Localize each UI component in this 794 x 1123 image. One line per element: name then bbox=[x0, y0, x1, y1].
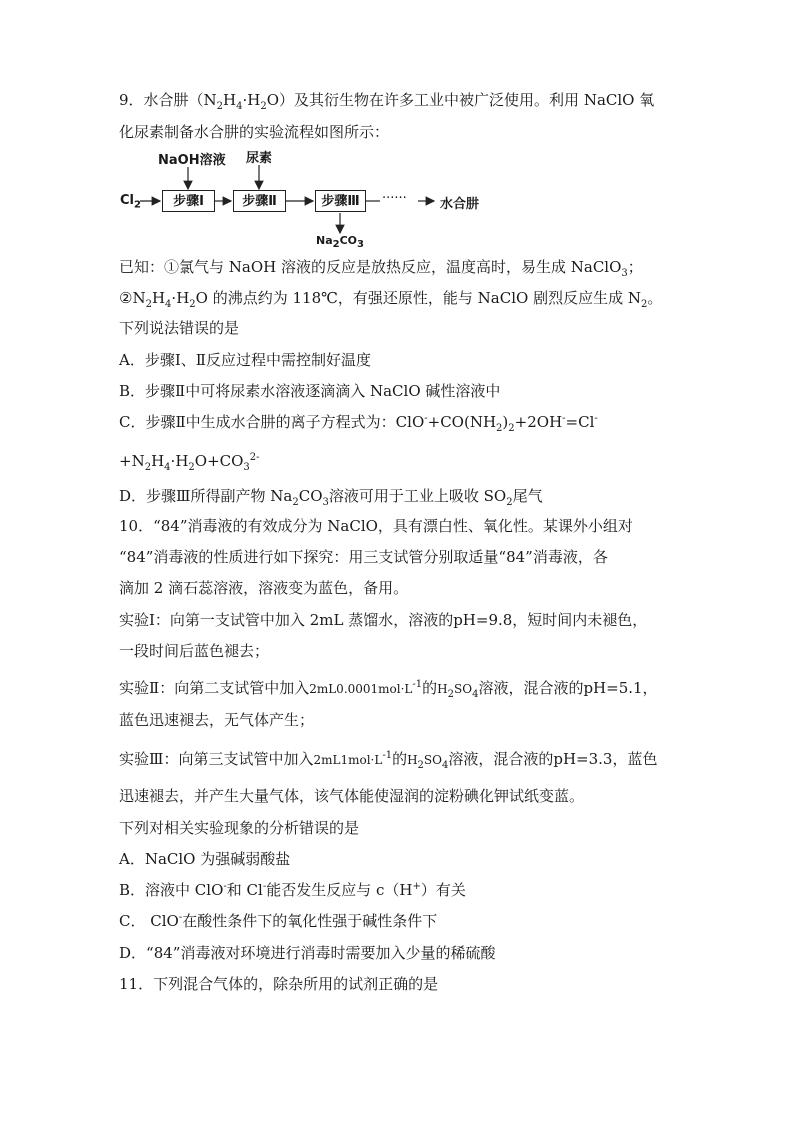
q9-option-c-cont: $+N_2H_4\cdot H_2O+CO_3^{2-}$ bbox=[119, 452, 260, 473]
flow-input-cl2: $Cl_2$ bbox=[120, 193, 141, 211]
q9-option-b: B．步骤Ⅱ中可将尿素水溶液逐滴滴入 NaClO 碱性溶液中 bbox=[119, 382, 501, 400]
q10-exp1-line1: 实验Ⅰ：向第一支试管中加入 2mL 蒸馏水，溶液的pH=9.8，短时间内未褪色， bbox=[119, 611, 648, 629]
q9-question: 下列说法错误的是 bbox=[119, 319, 240, 337]
q10-stem-line3: 滴加 2 滴石蕊溶液，溶液变为蓝色，备用。 bbox=[119, 579, 409, 597]
flow-input-urea: 尿素 bbox=[246, 151, 273, 166]
q9-option-a: A．步骤Ⅰ、Ⅱ反应过程中需控制好温度 bbox=[119, 351, 371, 369]
q10-exp2-line2: 蓝色迅速褪去，无气体产生； bbox=[119, 711, 315, 729]
q10-exp2-line1: 实验Ⅱ：向第二支试管中加入$2mL0.0001mol\cdot L^{-1}$的$H_2SO_4$溶液，混合液的pH=5.1， bbox=[119, 679, 658, 700]
q10-question: 下列对相关实验现象的分析错误的是 bbox=[119, 819, 360, 837]
flow-step-1: 步骤Ⅰ bbox=[162, 190, 215, 212]
q10-exp1-line2: 一段时间后蓝色褪去； bbox=[119, 642, 270, 660]
process-flow-diagram bbox=[118, 145, 498, 253]
q9-option-c: C．步骤Ⅱ中生成水合肼的离子方程式为：$ClO^-+CO(NH_2)_2+2OH^-=Cl^-$ bbox=[119, 413, 598, 434]
q10-option-a: A．NaClO 为强碱弱酸盐 bbox=[119, 850, 291, 868]
flow-step-3: 步骤Ⅲ bbox=[315, 190, 366, 212]
q10-option-c: C． ClO-在酸性条件下的氧化性强于碱性条件下 bbox=[119, 912, 438, 930]
q9-option-d: D．步骤Ⅲ所得副产物 $Na_2CO_3$溶液可用于工业上吸收 $SO_2$尾气 bbox=[119, 487, 543, 508]
q9-stem-line1: 9．水合肼$(N_2H_4\cdot H_2O)$及其衍生物在许多工业中被广泛使用。利用 NaClO 氧 bbox=[119, 91, 655, 112]
q10-stem-line2: “84”消毒液的性质进行如下探究：用三支试管分别取适量“84”消毒液，各 bbox=[119, 548, 608, 566]
q10-option-d: D．“84”消毒液对环境进行消毒时需要加入少量的稀硫酸 bbox=[119, 944, 496, 962]
q10-exp3-line2: 迅速褪去，并产生大量气体，该气体能使湿润的淀粉碘化钾试纸变蓝。 bbox=[119, 787, 585, 805]
flow-input-naoh: NaOH溶液 bbox=[158, 153, 226, 168]
q9-stem-line2: 化尿素制备水合肼的实验流程如图所示： bbox=[119, 123, 390, 141]
flow-ellipsis: ······ bbox=[382, 191, 407, 206]
q9-known-2: $②N_2H_4\cdot H_2O$ 的沸点约为 118℃，有强还原性，能与 NaClO 剧烈反应生成 $N_2$。 bbox=[119, 289, 663, 310]
flow-output-hydrazine: 水合肼 bbox=[440, 197, 480, 212]
q10-stem-line1: 10．“84”消毒液的有效成分为 NaClO，具有漂白性、氧化性。某课外小组对 bbox=[119, 517, 633, 535]
flow-byproduct-na2co3: $Na_2CO_3$ bbox=[316, 234, 365, 251]
q10-exp3-line1: 实验Ⅲ：向第三支试管中加入$2mL1mol\cdot L^{-1}$的$H_2SO_4$溶液，混合液的pH=3.3，蓝色 bbox=[119, 750, 658, 771]
flow-step-2: 步骤Ⅱ bbox=[233, 190, 286, 212]
q10-option-b: B．溶液中 ClO-和 Cl-能否发生反应与 c（H+）有关 bbox=[119, 881, 466, 899]
q9-known-1: 已知：①氯气与 NaOH 溶液的反应是放热反应，温度高时，易生成 NaClO$_3$； bbox=[119, 258, 643, 279]
q11-stem: 11．下列混合气体的，除杂所用的试剂正确的是 bbox=[119, 975, 439, 993]
